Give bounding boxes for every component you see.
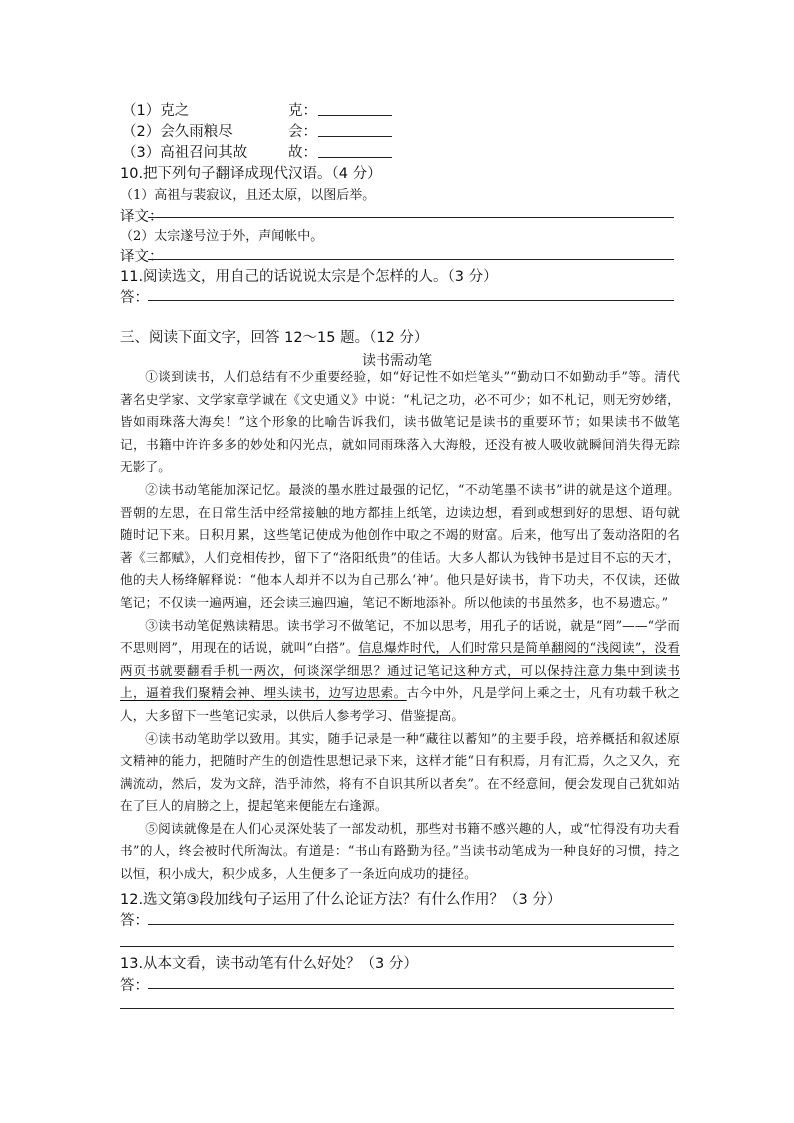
q9-row1-label: 克： bbox=[288, 103, 317, 119]
q9-row3-label: 故： bbox=[288, 145, 317, 161]
article-title: 读书需动笔 bbox=[362, 353, 432, 369]
q12-answer-line2[interactable] bbox=[120, 945, 674, 947]
q10-answer2-label: 译文： bbox=[120, 249, 164, 265]
p3-underlined-sentence: 信息爆炸时代，人们时常只是简单翻阅的“浅阅读”，没看两页书就要翻看手机一两次，何谈深学细思？通过记笔记这种方式，可以保持注意力集中到读书上，逼着我们聚精会神、埋头读书，边写边思索。 bbox=[120, 640, 680, 701]
q11-heading: 11.阅读选文，用自己的话说说太宗是个怎样的人。（3 分） bbox=[120, 269, 498, 285]
article-paragraph-4: ④读书动笔助学以致用。其实，随手记录是一种“藏往以蓄知”的主要手段，培养概括和叙述原文精神的能力，把随时产生的创造性思想记录下来，这样才能“日有积焉，月有汇焉，久之又久，充满流动，然后，发为文辞，浩乎沛然，将有不自识其所以者矣”。在不经意间，便会发现自己犹如站在了巨人的肩膀之上，提起笔来便能左右逢源。 bbox=[120, 730, 680, 814]
q10-sentence1: （1）高祖与裴寂议，且还太原，以图后举。 bbox=[120, 188, 376, 203]
q10-heading: 10.把下列句子翻译成现代汉语。（4 分） bbox=[120, 166, 382, 182]
q9-row2-label: 会： bbox=[288, 124, 317, 140]
q9-row2-blank[interactable] bbox=[318, 135, 392, 137]
q10-answer1-line[interactable] bbox=[148, 216, 674, 218]
q12-heading: 12.选文第③段加线句子运用了什么论证方法？有什么作用？（3 分） bbox=[120, 892, 562, 908]
q12-answer-label: 答： bbox=[120, 913, 149, 929]
q13-heading: 13.从本文看，读书动笔有什么好处？（3 分） bbox=[120, 956, 418, 972]
q12-answer-line1[interactable] bbox=[148, 923, 674, 925]
section3-heading: 三、阅读下面文字，回答 12～15 题。（12 分） bbox=[120, 330, 429, 346]
q9-row1-phrase: （1）克之 bbox=[122, 103, 190, 119]
article-paragraph-5: ⑤阅读就像是在人们心灵深处装了一部发动机，那些对书籍不感兴趣的人，或“忙得没有功夫看书”的人，终会被时代所淘汰。有道是：“书山有路勤为径。”当读书动笔成为一种良好的习惯，持之以恒，积小成大，积少成多，人生便多了一条近向成功的捷径。 bbox=[120, 820, 680, 882]
q9-row3-phrase: （3）高祖召问其故 bbox=[122, 145, 248, 161]
article-paragraph-2: ②读书动笔能加深记忆。最淡的墨水胜过最强的记忆，“不动笔墨不读书”讲的就是这个道理。晋朝的左思，在日常生活中经常接触的地方都挂上纸笔，边读边想，看到或想到好的思想、语句就随时记下来。日积月累，这些笔记使成为他创作中取之不竭的财富。后来，他写出了轰动洛阳的名著《三都赋》，人们竞相传抄，留下了“洛阳纸贵”的佳话。大多人都认为钱钟书是过目不忘的天才，他的夫人杨绛解释说：“他本人却并不以为自己那么‘神’。他只是好读书，肯下功夫，不仅读，还做笔记；不仅读一遍两遍，还会读三遍四遍，笔记不断地添补。所以他读的书虽然多，也不易遗忘。” bbox=[120, 481, 680, 610]
q9-row2-phrase: （2）会久雨粮尽 bbox=[122, 124, 233, 140]
p3-text-a: ③读书动笔促熟读精思。读书学习不做笔记，不加以思考，用孔子的话说，就是“罔”——“学而不思则罔”，用现在的话说，就叫“白搭”。 bbox=[120, 617, 680, 656]
q10-answer1-label: 译文： bbox=[120, 209, 164, 225]
q9-row1-blank[interactable] bbox=[318, 114, 392, 116]
q13-answer-line1[interactable] bbox=[148, 987, 674, 989]
q9-row3-blank[interactable] bbox=[318, 156, 392, 158]
q11-answer-label: 答： bbox=[120, 290, 149, 306]
q13-answer-label: 答： bbox=[120, 978, 149, 994]
q10-sentence2: （2）太宗遂号泣于外，声闻帐中。 bbox=[120, 229, 324, 244]
article-paragraph-3 bbox=[120, 615, 680, 728]
q11-answer-line[interactable] bbox=[148, 299, 674, 301]
article-paragraph-1: ①谈到读书，人们总结有不少重要经验，如“好记性不如烂笔头”“勤动口不如勤动手”等。清代著名史学家、文学家章学诚在《文史通义》中说：“札记之功，必不可少；如不札记，则无穷妙绪，皆如雨珠落大海矣！”这个形象的比喻告诉我们，读书做笔记是读书的重要环节；如果读书不做笔记，书籍中许许多多的妙处和闪光点，就如同雨珠落入大海般，还没有被人吸收就瞬间消失得无踪无影了。 bbox=[120, 369, 680, 475]
q10-answer2-line[interactable] bbox=[148, 258, 674, 260]
q13-answer-line2[interactable] bbox=[120, 1007, 674, 1009]
article-body bbox=[120, 366, 680, 886]
p3-text-b: 古今中外，凡是学问上乘之士，凡有功载千秋之人，大多留下一些笔记实录，以供后人参考学习、借鉴提高。 bbox=[120, 685, 680, 723]
